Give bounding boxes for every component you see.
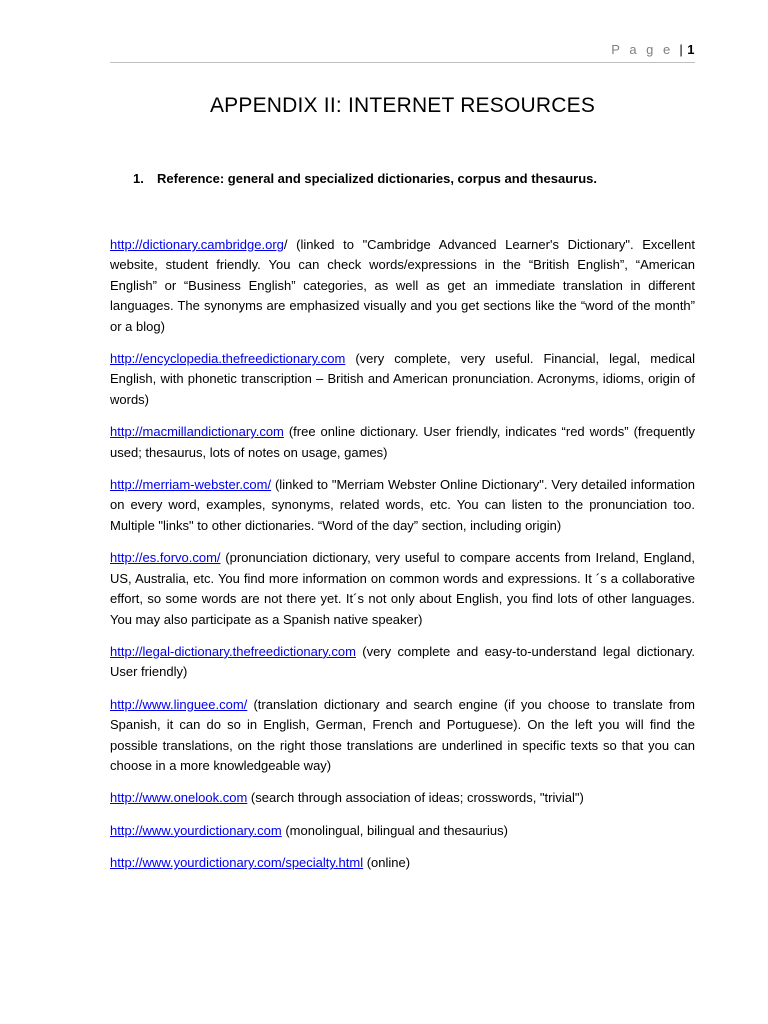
resource-entry	[110, 548, 695, 630]
resource-entry	[110, 642, 695, 683]
resource-entry	[110, 821, 695, 841]
resource-link[interactable]: http://www.linguee.com/	[110, 696, 248, 712]
page-label: P a g e	[611, 42, 674, 57]
resource-link[interactable]: http://www.onelook.com	[110, 790, 248, 806]
resource-entry	[110, 475, 695, 536]
resource-entry	[110, 422, 695, 463]
section-heading	[133, 171, 597, 186]
resource-description: (search through association of ideas; crosswords, "trivial")	[247, 790, 584, 806]
resource-entry	[110, 695, 695, 777]
resource-entry	[110, 788, 695, 808]
resource-link[interactable]: http://encyclopedia.thefreedictionary.com	[110, 351, 346, 367]
resource-description: (monolingual, bilingual and thesaurius)	[281, 822, 508, 838]
resource-link[interactable]: http://legal-dictionary.thefreedictionary.com	[110, 643, 356, 659]
resource-description: (online)	[363, 855, 411, 871]
resource-link[interactable]: http://dictionary.cambridge.org	[110, 237, 284, 252]
resource-link[interactable]: http://www.yourdictionary.com	[110, 822, 282, 838]
resource-link[interactable]: http://es.forvo.com/	[110, 550, 221, 566]
resource-description: (linked to "Merriam Webster Online Dictionary". Very detailed information on every word, examples, synonyms, related words, etc. You can listen to the pronunciation too. Multiple "links" to other dictionaries. “Word of the day” section, including origin)	[110, 477, 695, 533]
resource-description: (pronunciation dictionary, very useful to compare accents from Ireland, England, US, Australia, etc. You find more information on common words and expressions. It ´s a collaborative effort, so some words are not there yet. It´s not only about English, you find lots of other languages. You may also participate as a Spanish native speaker)	[110, 550, 695, 627]
resource-entry	[110, 235, 695, 337]
page-number: 1	[687, 42, 695, 57]
resource-entry	[110, 853, 695, 873]
resource-link[interactable]: http://macmillandictionary.com	[110, 424, 284, 440]
resource-description: (translation dictionary and search engine (if you choose to translate from Spanish, it can do so in English, German, French and Portuguese). On the left you will find the possible translations, on the right those translations are underlined in specific texts so that you can choose in a more knowledgeable way)	[110, 696, 695, 773]
resource-description: (very complete and easy-to-understand legal dictionary. User friendly)	[110, 643, 695, 680]
section-number: 1.	[133, 171, 144, 186]
resource-link[interactable]: http://merriam-webster.com/	[110, 477, 272, 493]
header-divider	[110, 62, 695, 63]
resource-description: (free online dictionary. User friendly, indicates “red words” (frequently used; thesaurus, lots of notes on usage, games)	[110, 424, 695, 460]
page-separator: |	[679, 42, 684, 57]
resource-description: (very complete, very useful. Financial, legal, medical English, with phonetic transcription – British and American pronunciation. Acronyms, idioms, origin of words)	[110, 351, 695, 407]
resource-entry	[110, 349, 695, 410]
page-title: APPENDIX II: INTERNET RESOURCES	[209, 94, 596, 117]
resource-link[interactable]: http://www.yourdictionary.com/specialty.html	[110, 855, 364, 871]
resource-list	[110, 235, 695, 886]
resource-description: / (linked to "Cambridge Advanced Learner's Dictionary". Excellent website, student friendly. You can check words/expressions in the “British English”, “American English” or “Business English” categories, as well as get an immediate translation in different languages. The synonyms are emphasized visually and you get sections like the “word of the month” or a blog)	[110, 237, 695, 334]
page-header	[611, 42, 695, 57]
section-heading-text: Reference: general and specialized dictionaries, corpus and thesaurus.	[157, 171, 597, 186]
